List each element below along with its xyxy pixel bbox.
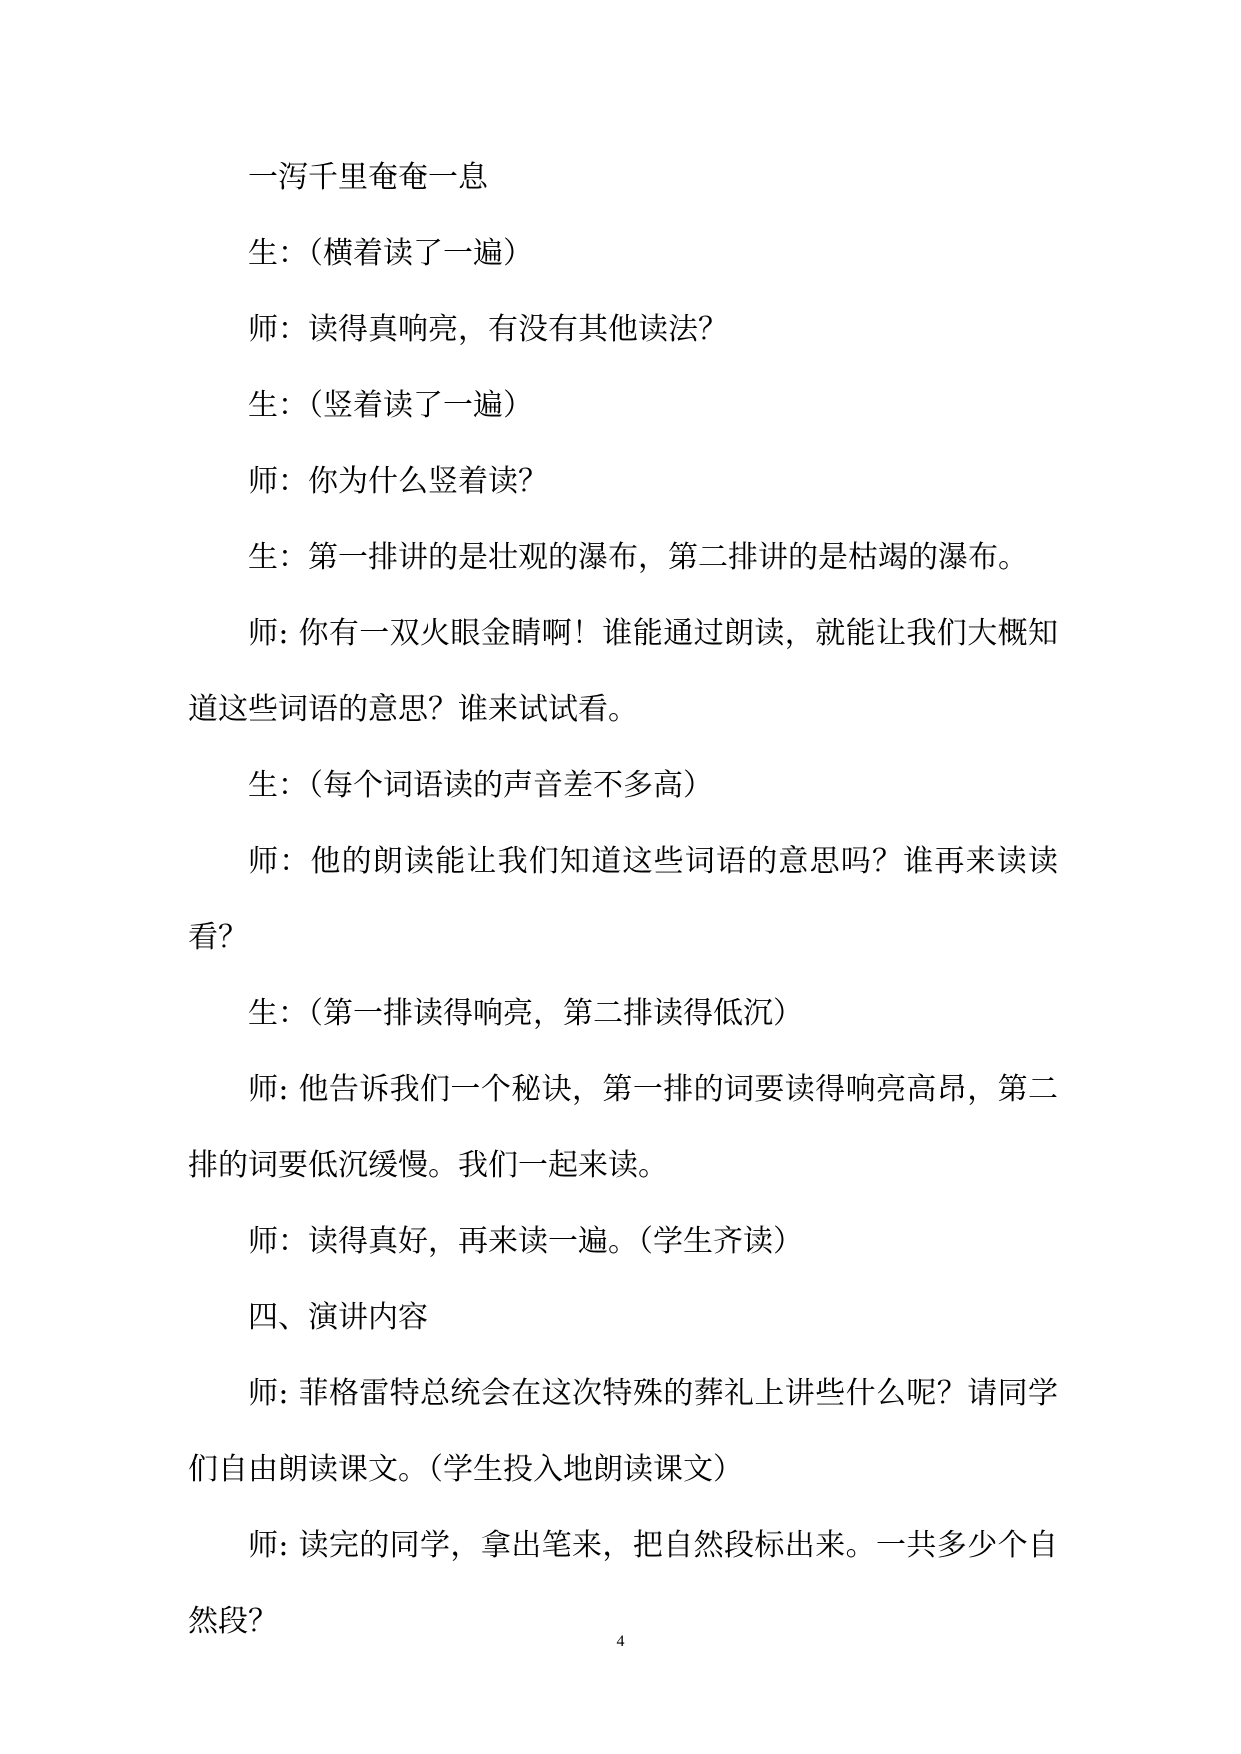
document-body: [188, 140, 1058, 1660]
paragraph-student-1: 生：（横着读了一遍）: [248, 236, 533, 271]
paragraph-student-4: 生：（每个词语读的声音差不多高）: [248, 768, 713, 803]
page-number: 4: [616, 1633, 625, 1650]
paragraph-teacher-4: 师：他的朗读能让我们知道这些词语的意思吗？谁再来读读看？: [188, 844, 1058, 955]
paragraph-student-2: 生：（竖着读了一遍）: [248, 388, 533, 423]
paragraph-teacher-3: 师: 你有一双火眼金睛啊！谁能通过朗读，就能让我们大概知道这些词语的意思？谁来试试看。: [188, 616, 1058, 727]
paragraph-teacher-6: 师：读得真好，再来读一遍。（学生齐读）: [248, 1224, 803, 1259]
paragraph-teacher-7: 师: 菲格雷特总统会在这次特殊的葬礼上讲些什么呢？请同学们自由朗读课文。（学生投入地朗读课文）: [188, 1376, 1058, 1487]
paragraph-teacher-1: 师：读得真响亮，有没有其他读法？: [248, 312, 728, 347]
paragraph-teacher-2: 师：你为什么竖着读？: [248, 464, 548, 499]
paragraph-student-3: 生：第一排讲的是壮观的瀑布，第二排讲的是枯竭的瀑布。: [248, 540, 1028, 575]
paragraph-teacher-5: 师: 他告诉我们一个秘诀，第一排的词要读得响亮高昂，第二排的词要低沉缓慢。我们一起来读。: [188, 1072, 1058, 1183]
paragraph-teacher-8: 师: 读完的同学，拿出笔来，把自然段标出来。一共多少个自然段？: [188, 1528, 1058, 1639]
paragraph-word-pairs: 一泻千里奄奄一息: [248, 160, 488, 195]
paragraph-student-5: 生：（第一排读得响亮，第二排读得低沉）: [248, 996, 803, 1031]
section-heading: 四、演讲内容: [248, 1300, 428, 1335]
